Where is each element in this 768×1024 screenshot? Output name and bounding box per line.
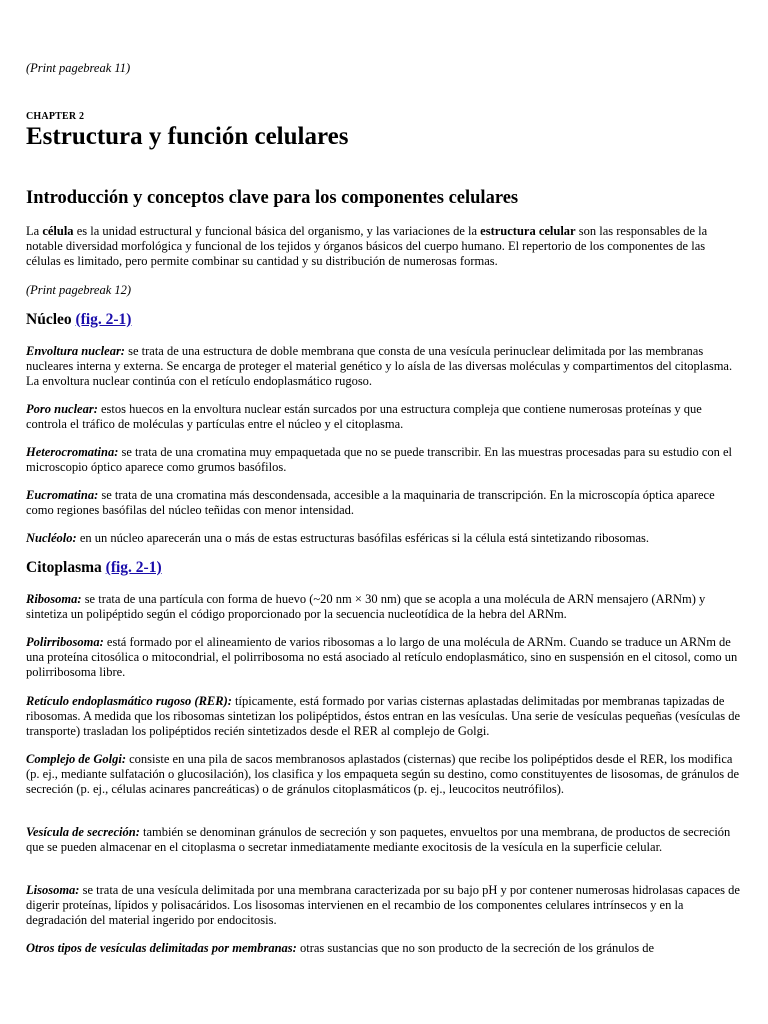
definition-text: en un núcleo aparecerán una o más de estas estructuras basófilas esféricas si la célula está sintetizando ribosomas. <box>76 531 650 545</box>
definition-text: se trata de una estructura de doble membrana que consta de una vesícula perinuclear delimitada por las membranas nucleares interna y externa. Se encarga de proteger el material genético y lo aísla de las diversas moléculas y compartimentos del citoplasma. La envoltura nuclear continúa con el retículo endoplasmático rugoso. <box>26 344 733 388</box>
definition-lisosoma <box>26 883 742 928</box>
definition-text: se trata de una cromatina muy empaquetada que no se puede transcribir. En las muestras procesadas para su estudio con el microscopio óptico aparece como grumos basófilos. <box>26 445 733 474</box>
print-pagebreak-marker: (Print pagebreak 11) <box>26 61 131 75</box>
definition-text: otras sustancias que no son producto de la secreción de los gránulos de <box>296 941 655 955</box>
definition-text: también se denominan gránulos de secreción y son paquetes, envueltos por una membrana, de productos de secreción que se pueden almacenar en el citoplasma o secretar inmediatamente mediante exocitosis de la vesícula en la superficie celular. <box>26 825 731 854</box>
definition-term: Ribosoma: <box>26 592 82 606</box>
definition-otros-tipos-de-vesiculas <box>26 941 742 956</box>
definition-term: Eucromatina: <box>26 488 99 502</box>
definition-text: se trata de una vesícula delimitada por una membrana caracterizada por su bajo pH y por contener numerosas hidrolasas capaces de digerir proteínas, lípidos y polisacáridos. Los lisosomas intervienen en el recambio de los componentes celulares intrínsecos y en la degradación del material ingerido por endocitosis. <box>26 883 740 927</box>
print-pagebreak-marker: (Print pagebreak 12) <box>26 283 132 297</box>
intro-bold-term: célula <box>42 224 74 238</box>
definition-term: Complejo de Golgi: <box>26 752 126 766</box>
section-heading: Introducción y conceptos clave para los componentes celulares <box>26 188 519 208</box>
definition-heterocromatina <box>26 445 742 475</box>
definition-text: está formado por el alineamiento de varios ribosomas a lo largo de una molécula de ARNm. Cuando se traduce un ARNm de una proteína citosólica o mitocondrial, el polirribosoma no está asociado al retículo endoplasmático, sino en suspensión en el citosol, como un polirribosoma libre. <box>26 635 738 679</box>
intro-paragraph <box>26 224 742 269</box>
chapter-label: CHAPTER 2 <box>26 111 85 122</box>
definition-vesicula-de-secrecion <box>26 825 742 855</box>
definition-term: Poro nuclear: <box>26 402 98 416</box>
definition-term: Otros tipos de vesículas delimitadas por membranas: <box>26 941 297 955</box>
definition-ribosoma <box>26 592 742 622</box>
definition-term: Heterocromatina: <box>26 445 119 459</box>
chapter-title: Estructura y función celulares <box>26 123 349 150</box>
nucleo-heading <box>26 310 131 330</box>
definition-envoltura-nuclear <box>26 344 742 389</box>
definition-nucleolo <box>26 531 742 546</box>
definition-term: Envoltura nuclear: <box>26 344 125 358</box>
definition-poro-nuclear <box>26 402 742 432</box>
intro-text: La <box>26 224 43 238</box>
definition-reticulo-endoplasmatico-rugoso <box>26 694 742 739</box>
citoplasma-figure-link[interactable]: (fig. 2-1) <box>105 559 162 576</box>
definition-eucromatina <box>26 488 742 518</box>
definition-term: Lisosoma: <box>26 883 80 897</box>
definition-term: Polirribosoma: <box>26 635 104 649</box>
definition-complejo-de-golgi <box>26 752 742 797</box>
citoplasma-heading-text: Citoplasma <box>26 559 102 576</box>
intro-text: es la unidad estructural y funcional básica del organismo, y las variaciones de la <box>73 224 481 238</box>
citoplasma-heading <box>26 558 162 578</box>
definition-polirribosoma <box>26 635 742 680</box>
nucleo-heading-text: Núcleo <box>26 311 72 328</box>
definition-text: consiste en una pila de sacos membranosos aplastados (cisternas) que recibe los polipéptidos desde el RER, los modifica (p. ej., mediante sulfatación o glucosilación), los clasifica y los empaqueta según su destino, como constituyentes de lisosomas, de gránulos de secreción (p. ej., células acinares pancreáticas) o de gránulos citoplasmáticos (p. ej., leucocitos neutrófilos). <box>26 752 740 796</box>
definition-term: Vesícula de secreción: <box>26 825 140 839</box>
definition-term: Nucléolo: <box>26 531 77 545</box>
intro-bold-term: estructura celular <box>480 224 576 238</box>
definition-text: típicamente, está formado por varias cisternas aplastadas delimitadas por membranas tapizadas de ribosomas. A medida que los ribosomas sintetizan los polipéptidos, éstos entran en las vesículas. Una serie de vesículas pequeñas (vesículas de transporte) trasladan los polipéptidos recién sintetizados desde el RER al complejo de Golgi. <box>26 694 741 738</box>
definition-text: se trata de una cromatina más descondensada, accesible a la maquinaria de transcripción. En la microscopía óptica aparece como regiones basófilas del núcleo teñidas con menor intensidad. <box>26 488 715 517</box>
intro-text: son las responsables de la notable diversidad morfológica y funcional de los tejidos y órganos básicos del cuerpo humano. El repertorio de los componentes de las células es limitado, pero permite combinar su cantidad y su distribución de numerosas formas. <box>26 224 708 268</box>
definition-text: estos huecos en la envoltura nuclear están surcados por una estructura compleja que contiene numerosas proteínas y que controla el tráfico de moléculas y partículas entre el núcleo y el citoplasma. <box>26 402 702 431</box>
nucleo-figure-link[interactable]: (fig. 2-1) <box>75 311 132 328</box>
definition-term: Retículo endoplasmático rugoso (RER): <box>26 694 232 708</box>
definition-text: se trata de una partícula con forma de huevo (~20 nm × 30 nm) que se acopla a una molécula de ARN mensajero (ARNm) y sintetiza un polipéptido según el código proporcionado por la secuencia nucleotídica de la hebra del ARNm. <box>26 592 706 621</box>
